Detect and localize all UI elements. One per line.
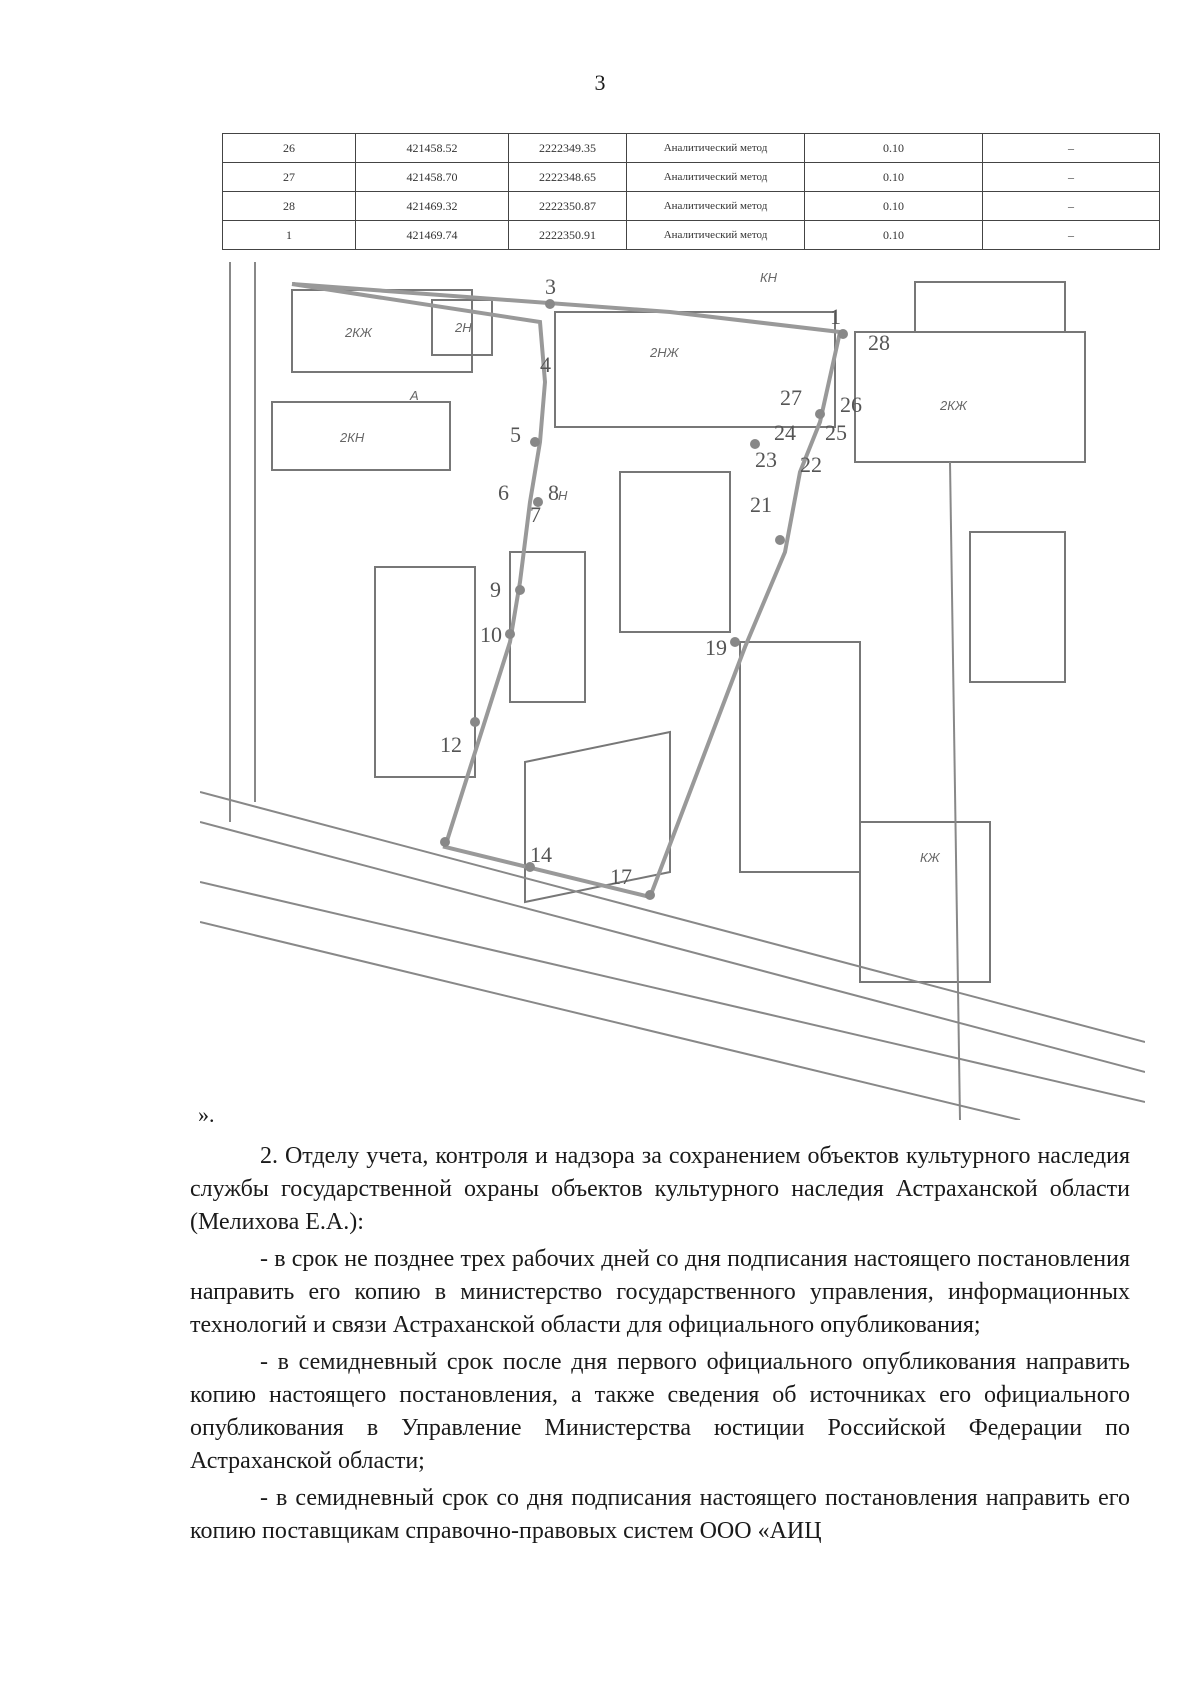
table-row (223, 221, 1160, 250)
table-cell-x: 421458.52 (356, 134, 509, 163)
list-item: - в семидневный срок со дня подписания настоящего постановления направить его копию поставщикам справочно-правовых систем ООО «АИЦ (190, 1485, 1130, 1544)
table-cell-y: 2222348.65 (509, 163, 627, 192)
building-label: 2КН (340, 430, 365, 445)
table-cell-description: – (983, 163, 1160, 192)
table-cell-y: 2222349.35 (509, 134, 627, 163)
point-label-4: 4 (540, 352, 551, 377)
cadastral-map (200, 262, 1145, 1120)
point-label-21: 21 (750, 492, 772, 517)
table-cell-point: 1 (223, 221, 356, 250)
point-label-25: 25 (825, 420, 847, 445)
building-label: Н (558, 488, 568, 503)
table-cell-x: 421469.74 (356, 221, 509, 250)
closing-quote: ». (198, 1102, 215, 1127)
point-label-7: 7 (530, 502, 541, 527)
table-row (223, 192, 1160, 221)
point-label-12: 12 (440, 732, 462, 757)
table-cell-point: 27 (223, 163, 356, 192)
point-label-6: 6 (498, 480, 509, 505)
point-label-22: 22 (800, 452, 822, 477)
point-label-8: 8 (548, 480, 559, 505)
building-label: 2НЖ (650, 345, 679, 360)
table-row (223, 163, 1160, 192)
table-cell-description: – (983, 134, 1160, 163)
building-label: А (410, 388, 419, 403)
body-text (190, 1140, 1130, 1548)
point-label-9: 9 (490, 577, 501, 602)
table-cell-description: – (983, 192, 1160, 221)
building-label: КЖ (920, 850, 940, 865)
list-item: - в семидневный срок после дня первого официального опубликования направить копию настоящего постановления, а также сведения об источниках его официального опубликования в Управление Министерства юстиции Российской Федерации по Астраханской области; (190, 1349, 1130, 1474)
coordinates-table (222, 133, 1160, 250)
building-outlines (272, 282, 1085, 982)
table-row (223, 134, 1160, 163)
table-cell-y: 2222350.91 (509, 221, 627, 250)
building-label: КН (760, 270, 778, 285)
point-label-3: 3 (545, 274, 556, 299)
table-cell-x: 421458.70 (356, 163, 509, 192)
table-cell-accuracy: 0.10 (805, 134, 983, 163)
table-cell-accuracy: 0.10 (805, 163, 983, 192)
point-label-5: 5 (510, 422, 521, 447)
table-cell-description: – (983, 221, 1160, 250)
table-cell-y: 2222350.87 (509, 192, 627, 221)
point-label-1: 1 (830, 304, 841, 329)
point-label-17: 17 (610, 864, 632, 889)
point-label-24: 24 (774, 420, 796, 445)
table-cell-accuracy: 0.10 (805, 221, 983, 250)
page-number: 3 (594, 70, 606, 95)
street-lines (200, 262, 1145, 1120)
table-cell-x: 421469.32 (356, 192, 509, 221)
point-label-26: 26 (840, 392, 862, 417)
table-cell-point: 26 (223, 134, 356, 163)
building-label: 2КЖ (940, 398, 967, 413)
point-label-14: 14 (530, 842, 552, 867)
table-cell-accuracy: 0.10 (805, 192, 983, 221)
table-cell-method: Аналитический метод (627, 192, 805, 221)
building-label: 2Н (455, 320, 472, 335)
map-drawing (200, 262, 1145, 1120)
point-label-27: 27 (780, 385, 802, 410)
list-item: - в срок не позднее трех рабочих дней со дня подписания настоящего постановления направить его копию в министерство государственного управления, информационных технологий и связи Астраханской области для официального опубликования; (190, 1246, 1130, 1338)
point-label-19: 19 (705, 635, 727, 660)
point-label-23: 23 (755, 447, 777, 472)
point-label-28: 28 (868, 330, 890, 355)
table-cell-method: Аналитический метод (627, 134, 805, 163)
table-cell-point: 28 (223, 192, 356, 221)
point-label-10: 10 (480, 622, 502, 647)
building-label: 2КЖ (345, 325, 372, 340)
table-cell-method: Аналитический метод (627, 163, 805, 192)
paragraph-2: 2. Отделу учета, контроля и надзора за сохранением объектов культурного наследия службы государственной охраны объектов культурного наследия Астраханской области (Мелихова Е.А.): (190, 1143, 1130, 1235)
table-cell-method: Аналитический метод (627, 221, 805, 250)
